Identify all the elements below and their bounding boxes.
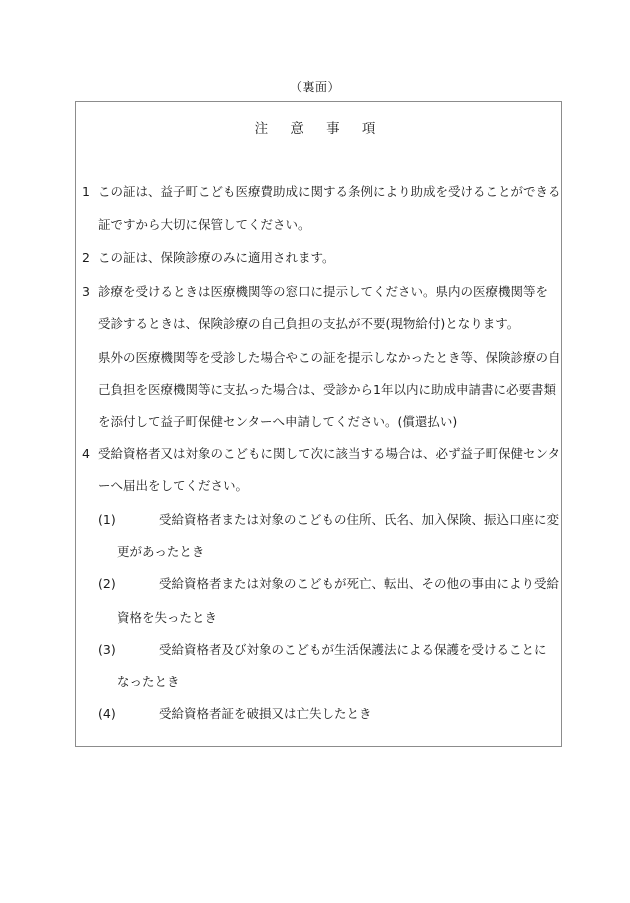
subitem-text-line: 資格を失ったとき <box>117 610 218 625</box>
item-text-line: 受診するときは、保険診療の自己負担の支払が不要(現物給付)となります。 <box>98 316 520 331</box>
subitem-number: (1) <box>98 512 116 527</box>
subitem-text-line: 受給資格者及び対象のこどもが生活保護法による保護を受けることに <box>159 642 547 657</box>
item-number: 3 <box>82 284 90 299</box>
subitem-number: (2) <box>98 576 116 591</box>
item-text-line: 県外の医療機関等を受診した場合やこの証を提示しなかったとき等、保険診療の自 <box>98 350 561 365</box>
item-text-line: を添付して益子町保健センターへ申請してください。(償還払い) <box>98 414 458 429</box>
page-side-label: （裏面） <box>289 80 340 94</box>
subitem-number: (3) <box>98 642 116 657</box>
item-text-line: この証は、益子町こども医療費助成に関する条例により助成を受けることができる <box>98 184 561 199</box>
item-number: 1 <box>82 184 90 199</box>
item-text-line: ーへ届出をしてください。 <box>98 478 249 493</box>
item-number: 2 <box>82 250 90 265</box>
item-text-line: 証ですから大切に保管してください。 <box>98 217 311 232</box>
item-text-line: 受給資格者又は対象のこどもに関して次に該当する場合は、必ず益子町保健センタ <box>98 446 561 461</box>
notice-title: 注 意 事 項 <box>254 121 385 137</box>
item-text-line: この証は、保険診療のみに適用されます。 <box>98 250 335 265</box>
subitem-text-line: 受給資格者または対象のこどもが死亡、転出、その他の事由により受給 <box>159 576 560 591</box>
item-text-line: 診療を受けるときは医療機関等の窓口に提示してください。県内の医療機関等を <box>98 284 549 299</box>
subitem-number: (4) <box>98 706 116 721</box>
subitem-text-line: 更があったとき <box>117 544 205 559</box>
subitem-text-line: なったとき <box>117 674 180 689</box>
item-number: 4 <box>82 446 90 461</box>
item-text-line: 己負担を医療機関等に支払った場合は、受診から1年以内に助成申請書に必要書類 <box>98 382 556 397</box>
subitem-text-line: 受給資格者証を破損又は亡失したとき <box>159 706 372 721</box>
subitem-text-line: 受給資格者または対象のこどもの住所、氏名、加入保険、振込口座に変 <box>159 512 560 527</box>
